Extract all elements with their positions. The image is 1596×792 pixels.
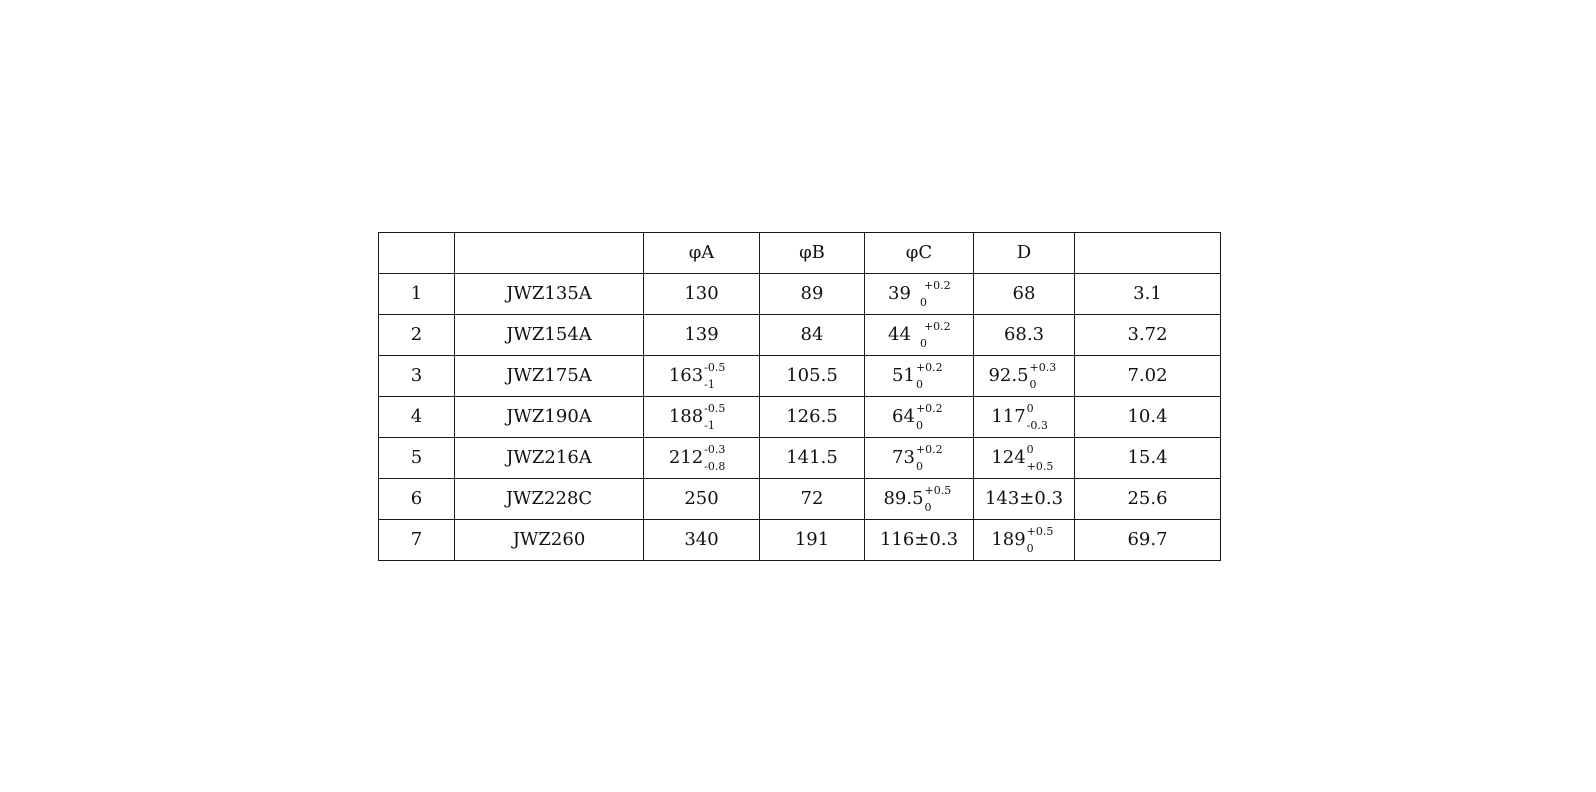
cell-value xyxy=(684,285,718,303)
cell-phi-b xyxy=(760,315,865,356)
cell-model: JWZ175A xyxy=(455,356,644,397)
table-body xyxy=(379,274,1221,561)
tolerance-upper: -0.3 xyxy=(704,443,726,456)
cell-phi-b xyxy=(760,438,865,479)
cell-phi-c xyxy=(865,479,974,520)
tolerance-lower: -1 xyxy=(704,419,715,432)
cell-phi-c xyxy=(865,397,974,438)
cell-value xyxy=(669,361,734,391)
header-cell-d: D xyxy=(974,233,1075,274)
cell-d xyxy=(974,356,1075,397)
table-row xyxy=(379,356,1221,397)
cell-no: 6 xyxy=(379,479,455,520)
tolerance-upper: +0.2 xyxy=(923,279,951,292)
header-cell-no xyxy=(379,233,455,274)
cell-phi-c xyxy=(865,274,974,315)
tolerance xyxy=(704,443,734,473)
tolerance xyxy=(1027,402,1057,432)
tolerance-upper: -0.5 xyxy=(704,361,726,374)
cell-phi-c xyxy=(865,356,974,397)
cell-value xyxy=(795,531,829,549)
cell-value xyxy=(892,361,946,391)
tolerance-lower: -1 xyxy=(704,378,715,391)
value-base: 117 xyxy=(991,406,1026,427)
cell-d xyxy=(974,397,1075,438)
table-row xyxy=(379,520,1221,561)
value-base: 188 xyxy=(668,406,704,427)
cell-value xyxy=(991,525,1056,555)
table-row xyxy=(379,397,1221,438)
cell-value xyxy=(985,490,1063,508)
cell-value xyxy=(1127,490,1167,508)
tolerance-lower: +0.5 xyxy=(1026,460,1054,473)
cell-value xyxy=(1133,285,1162,303)
value-base: 73 xyxy=(892,447,915,468)
tolerance-upper: +0.2 xyxy=(915,361,943,374)
cell-phi-b xyxy=(760,274,865,315)
table-row xyxy=(379,315,1221,356)
cell-value xyxy=(786,408,838,426)
cell-value xyxy=(1013,285,1036,303)
value-base: 124 xyxy=(991,447,1026,468)
cell-phi-a xyxy=(644,356,760,397)
cell-model: JWZ135A xyxy=(455,274,644,315)
value-base: 116±0.3 xyxy=(879,529,959,550)
cell-value xyxy=(988,361,1059,391)
cell-no: 5 xyxy=(379,438,455,479)
tolerance-upper: 0 xyxy=(1026,402,1034,415)
cell-value xyxy=(888,279,950,309)
tolerance xyxy=(916,402,946,432)
cell-value xyxy=(669,402,734,432)
tolerance xyxy=(1027,525,1057,555)
cell-no: 1 xyxy=(379,274,455,315)
value-base: 7.02 xyxy=(1127,365,1168,386)
header-cell-phi-a: φA xyxy=(644,233,760,274)
value-base: 15.4 xyxy=(1127,447,1168,468)
tolerance-upper: +0.2 xyxy=(915,402,943,415)
value-base: 64 xyxy=(892,406,915,427)
tolerance xyxy=(704,402,734,432)
cell-last xyxy=(1075,397,1221,438)
value-base: 68 xyxy=(1012,283,1036,304)
cell-phi-a xyxy=(644,479,760,520)
tolerance xyxy=(920,279,950,309)
tolerance-lower: 0 xyxy=(1029,378,1037,391)
cell-phi-a xyxy=(644,315,760,356)
cell-value xyxy=(786,449,838,467)
cell-no: 2 xyxy=(379,315,455,356)
tolerance xyxy=(916,361,946,391)
cell-value xyxy=(801,285,824,303)
value-base: 92.5 xyxy=(988,365,1029,386)
tolerance-lower: -0.8 xyxy=(704,460,726,473)
tolerance xyxy=(925,484,955,514)
header-cell-phi-c: φC xyxy=(865,233,974,274)
value-base: 89 xyxy=(800,283,824,304)
cell-phi-b xyxy=(760,479,865,520)
header-row xyxy=(379,233,1221,274)
cell-model: JWZ216A xyxy=(455,438,644,479)
cell-d xyxy=(974,520,1075,561)
header-cell-model xyxy=(455,233,644,274)
cell-value xyxy=(883,484,954,514)
cell-value xyxy=(1127,326,1167,344)
cell-d xyxy=(974,438,1075,479)
header-cell-phi-b: φB xyxy=(760,233,865,274)
cell-value xyxy=(991,402,1056,432)
tolerance-upper: +0.5 xyxy=(1026,525,1054,538)
tolerance-lower: 0 xyxy=(915,419,923,432)
value-base: 69.7 xyxy=(1127,529,1168,550)
cell-value xyxy=(888,320,950,350)
cell-last xyxy=(1075,356,1221,397)
cell-value xyxy=(1127,367,1167,385)
tolerance-lower: 0 xyxy=(924,501,932,514)
dimension-table xyxy=(378,232,1221,561)
value-base: 3.1 xyxy=(1133,283,1162,304)
value-base: 89.5 xyxy=(883,488,924,509)
value-base: 340 xyxy=(684,529,719,550)
cell-value xyxy=(801,326,824,344)
header-cell-last xyxy=(1075,233,1221,274)
value-base: 39 xyxy=(888,283,911,304)
value-base: 10.4 xyxy=(1127,406,1168,427)
cell-phi-c xyxy=(865,438,974,479)
cell-value xyxy=(684,326,718,344)
tolerance-upper: +0.2 xyxy=(923,320,951,333)
tolerance-upper: +0.2 xyxy=(915,443,943,456)
tolerance-lower: 0 xyxy=(919,337,927,350)
value-base: 212 xyxy=(668,447,704,468)
cell-model: JWZ190A xyxy=(455,397,644,438)
cell-no: 3 xyxy=(379,356,455,397)
tolerance xyxy=(916,443,946,473)
cell-value xyxy=(1127,408,1167,426)
cell-phi-c xyxy=(865,315,974,356)
cell-value xyxy=(880,531,958,549)
table-row xyxy=(379,274,1221,315)
cell-model: JWZ260 xyxy=(455,520,644,561)
cell-value xyxy=(991,443,1056,473)
value-base: 250 xyxy=(684,488,719,509)
cell-value xyxy=(892,402,946,432)
cell-last xyxy=(1075,479,1221,520)
tolerance xyxy=(920,320,950,350)
cell-model: JWZ154A xyxy=(455,315,644,356)
tolerance-upper: -0.5 xyxy=(704,402,726,415)
value-base: 3.72 xyxy=(1127,324,1168,345)
cell-last xyxy=(1075,520,1221,561)
cell-value xyxy=(684,490,718,508)
value-base: 189 xyxy=(991,529,1026,550)
tolerance-lower: 0 xyxy=(915,378,923,391)
cell-phi-a xyxy=(644,520,760,561)
cell-last xyxy=(1075,315,1221,356)
value-base: 163 xyxy=(668,365,704,386)
cell-value xyxy=(892,443,946,473)
table-row xyxy=(379,479,1221,520)
cell-value xyxy=(801,490,824,508)
cell-d xyxy=(974,479,1075,520)
tolerance-lower: 0 xyxy=(915,460,923,473)
cell-value xyxy=(684,531,718,549)
value-base: 143±0.3 xyxy=(984,488,1064,509)
cell-phi-a xyxy=(644,438,760,479)
cell-phi-c xyxy=(865,520,974,561)
cell-last xyxy=(1075,274,1221,315)
value-base: 139 xyxy=(684,324,719,345)
cell-value xyxy=(786,367,838,385)
cell-phi-b xyxy=(760,520,865,561)
tolerance xyxy=(1030,361,1060,391)
value-base: 25.6 xyxy=(1127,488,1168,509)
cell-phi-a xyxy=(644,397,760,438)
value-base: 130 xyxy=(684,283,719,304)
tolerance-upper: +0.3 xyxy=(1029,361,1057,374)
cell-value xyxy=(1004,326,1044,344)
cell-last xyxy=(1075,438,1221,479)
tolerance-upper: 0 xyxy=(1026,443,1034,456)
tolerance-lower: 0 xyxy=(1026,542,1034,555)
value-base: 72 xyxy=(800,488,824,509)
cell-model: JWZ228C xyxy=(455,479,644,520)
value-base: 51 xyxy=(892,365,915,386)
table-row xyxy=(379,438,1221,479)
cell-phi-b xyxy=(760,356,865,397)
tolerance-lower: -0.3 xyxy=(1026,419,1048,432)
value-base: 44 xyxy=(888,324,911,345)
value-base: 84 xyxy=(800,324,824,345)
tolerance-lower: 0 xyxy=(919,296,927,309)
cell-d xyxy=(974,315,1075,356)
value-base: 126.5 xyxy=(786,406,838,427)
value-base: 141.5 xyxy=(786,447,838,468)
value-base: 191 xyxy=(794,529,830,550)
cell-phi-b xyxy=(760,397,865,438)
tolerance xyxy=(704,361,734,391)
cell-value xyxy=(1127,449,1167,467)
cell-no: 7 xyxy=(379,520,455,561)
cell-d xyxy=(974,274,1075,315)
cell-value xyxy=(1127,531,1167,549)
tolerance xyxy=(1027,443,1057,473)
value-base: 68.3 xyxy=(1003,324,1045,345)
cell-phi-a xyxy=(644,274,760,315)
value-base: 105.5 xyxy=(786,365,838,386)
cell-value xyxy=(669,443,734,473)
cell-no: 4 xyxy=(379,397,455,438)
tolerance-upper: +0.5 xyxy=(924,484,952,497)
